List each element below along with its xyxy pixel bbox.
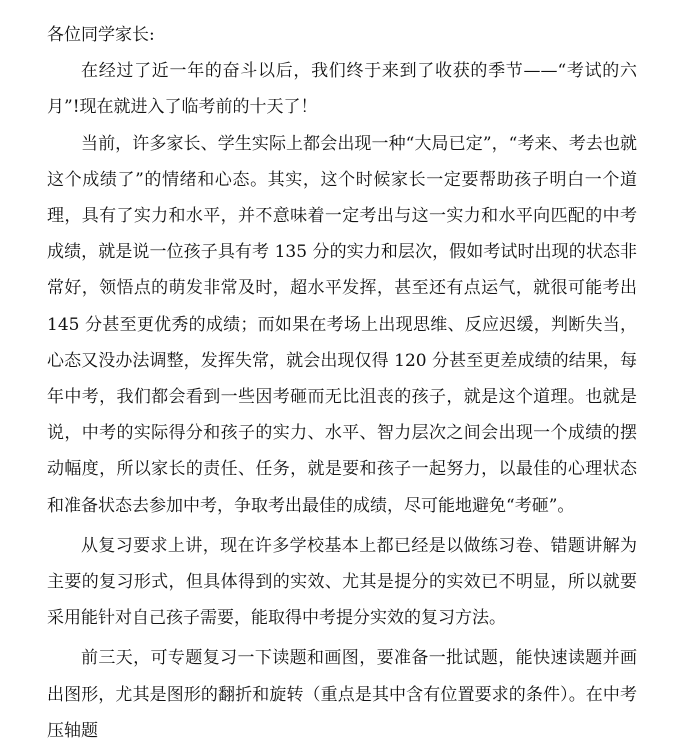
paragraph-intro: 在经过了近一年的奋斗以后，我们终于来到了收获的季节——“考试的六月”!现在就进入了临考前的十天了！ bbox=[47, 61, 637, 118]
paragraph-mindset: 当前，许多家长、学生实际上都会出现一种“大局已定”，“考来、考去也就这个成绩了”的情绪和心态。其实，这个时候家长一定要帮助孩子明白一个道理，具有了实力和水平，并不意味着一定考出与这一实力和水平向匹配的中考成绩，就是说一位孩子具有考 135 分的实力和层次，假如考试时出现的状态非常好，领悟点的萌发非常及时，超水平发挥，甚至还有点运气，就很可能考出 145 分甚至更优秀的成绩；而如果在考场上出现思维、反应迟缓，判断失当，心态又没办法调整，发挥失常，就会出现仅得 120 分甚至更差成绩的结果，每年中考，我们都会看到一些因考砸而无比沮丧的孩子，就是这个道理。也就是说，中考的实际得分和孩子的实力、水平、智力层次之间会出现一个成绩的摆动幅度，所以家长的责任、任务，就是要和孩子一起努力，以最佳的心理状态和准备状态去参加中考，争取考出最佳的成绩，尽可能地避免“考砸”。 bbox=[47, 133, 637, 516]
salutation: 各位同学家长: bbox=[47, 25, 155, 45]
paragraph-review-methods: 从复习要求上讲，现在许多学校基本上都已经是以做练习卷、错题讲解为主要的复习形式，但具体得到的实效、尤其是提分的实效已不明显，所以就要采用能针对自己孩子需要，能取得中考提分实效的复习方法。 bbox=[47, 535, 637, 629]
paragraph-first-three-days: 前三天，可专题复习一下读题和画图，要准备一批试题，能快速读题并画出图形，尤其是图形的翻折和旋转（重点是其中含有位置要求的条件）。在中考压轴题 bbox=[47, 648, 637, 741]
